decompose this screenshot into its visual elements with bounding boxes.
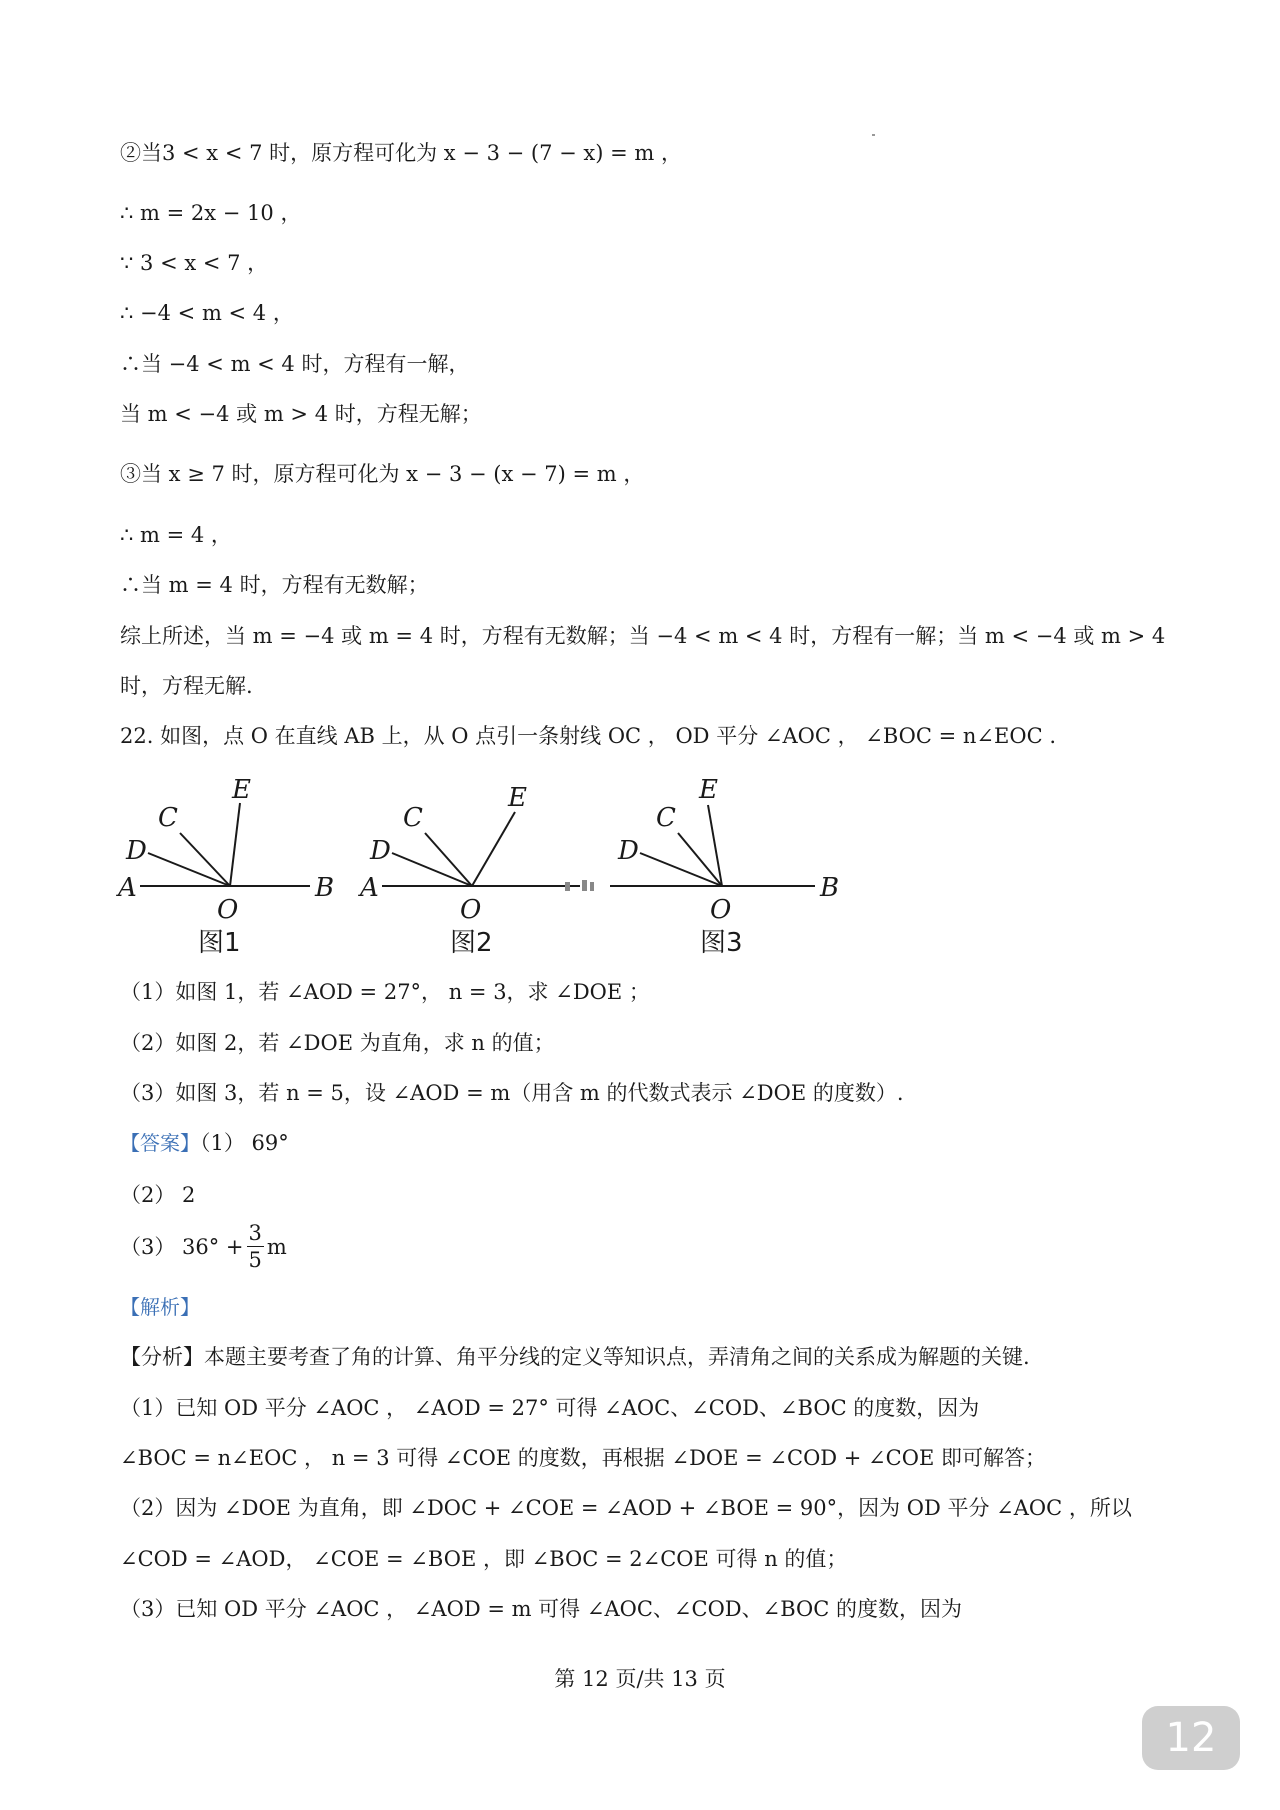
text-line: ②当3 < x < 7 时，原方程可化为 x − 3 − (7 − x) = m ， <box>120 141 682 165</box>
fig2-ray-oc <box>425 833 472 886</box>
fig3-label-d: D <box>618 836 639 866</box>
fig1-ray-oc <box>180 833 230 886</box>
fig2-label-d: D <box>370 836 391 866</box>
geometry-figures <box>110 765 870 980</box>
fig1-label-e: E <box>232 775 251 805</box>
fig3-label-b: B <box>820 873 840 903</box>
page-footer: 第 12 页/共 13 页 <box>554 1667 726 1691</box>
text-line: ∴ m = 4 ， <box>120 523 232 547</box>
fig1-ray-od <box>148 853 230 886</box>
fig1-label-d: D <box>126 836 147 866</box>
answer-3-fraction <box>247 1220 264 1273</box>
scan-mark <box>565 882 570 891</box>
fig2-label-e: E <box>508 783 527 813</box>
text-line: 综上所述，当 m = −4 或 m = 4 时，方程有无数解；当 −4 < m < 4 时，方程有一解；当 m < −4 或 m > 4 <box>120 624 1166 648</box>
fig2-ray-od <box>392 853 472 886</box>
fig1-caption: 图1 <box>198 928 241 958</box>
fig3-label-c: C <box>656 803 676 833</box>
text-line: ∵ 3 < x < 7 ， <box>120 251 269 275</box>
page-number-badge: 12 <box>1142 1706 1240 1770</box>
text-line: ∴ −4 < m < 4 ， <box>120 301 294 325</box>
fig1-label-b: B <box>315 873 335 903</box>
fig1-label-c: C <box>158 803 178 833</box>
scan-mark <box>582 880 587 891</box>
analysis-line: （2）因为 ∠DOE 为直角，即 ∠DOC + ∠COE = ∠AOD + ∠BOE = 90°，因为 OD 平分 ∠AOC ，所以 <box>120 1496 1132 1520</box>
text-line: ∴ m = 2x − 10 ， <box>120 201 302 225</box>
analysis-line: 【分析】本题主要考查了角的计算、角平分线的定义等知识点，弄清角之间的关系成为解题的关键. <box>120 1345 1030 1369</box>
fig2-label-a: A <box>360 873 379 903</box>
question-22-stem: 22. 如图，点 O 在直线 AB 上，从 O 点引一条射线 OC ， OD 平分 ∠AOC ， ∠BOC = n∠EOC . <box>120 724 1056 748</box>
analysis-line: ∠COD = ∠AOD， ∠COE = ∠BOE ，即 ∠BOC = 2∠COE 可得 n 的值； <box>120 1547 848 1571</box>
answer-tag: 【答案】 <box>120 1131 200 1155</box>
answer-line-1 <box>120 1128 289 1158</box>
answer-2: （2） 2 <box>120 1183 196 1207</box>
fig2-caption: 图2 <box>450 928 493 958</box>
analysis-line: ∠BOC = n∠EOC ， n = 3 可得 ∠COE 的度数，再根据 ∠DOE = ∠COD + ∠COE 即可解答； <box>120 1446 1046 1470</box>
text-line: 当 m < −4 或 m > 4 时，方程无解； <box>120 402 482 426</box>
fig3-caption: 图3 <box>700 928 743 958</box>
answer-3-prefix: （3） 36° + <box>120 1235 244 1259</box>
scan-mark <box>590 882 594 891</box>
fig2-ray-oe <box>472 812 515 886</box>
text-line: ∴当 −4 < m < 4 时，方程有一解， <box>120 352 470 376</box>
question-1: （1）如图 1，若 ∠AOD = 27°， n = 3，求 ∠DOE ； <box>120 980 650 1004</box>
text-line: ∴当 m = 4 时，方程有无数解； <box>120 573 429 597</box>
fraction-denominator: 5 <box>248 1248 262 1272</box>
fig2-label-o: O <box>460 895 482 925</box>
question-3: （3）如图 3，若 n = 5，设 ∠AOD = m（用含 m 的代数式表示 ∠DOE 的度数）. <box>120 1081 904 1105</box>
fig1-ray-oe <box>230 803 240 886</box>
analysis-tag: 【解析】 <box>120 1295 200 1319</box>
scan-speck <box>872 134 875 136</box>
fig3-label-o: O <box>710 895 732 925</box>
fig1-label-o: O <box>217 895 239 925</box>
fig2-label-c: C <box>403 803 423 833</box>
fraction-numerator: 3 <box>248 1221 262 1245</box>
text-line: 时，方程无解. <box>120 674 253 698</box>
analysis-line: （3）已知 OD 平分 ∠AOC ， ∠AOD = m 可得 ∠AOC、∠COD、∠BOC 的度数，因为 <box>120 1597 962 1621</box>
answer-line-3 <box>120 1222 287 1275</box>
analysis-line: （1）已知 OD 平分 ∠AOC ， ∠AOD = 27° 可得 ∠AOC、∠COD、∠BOC 的度数，因为 <box>120 1396 980 1420</box>
fig3-label-e: E <box>699 775 718 805</box>
answer-1: （1） 69° <box>200 1131 289 1155</box>
fig3-ray-oe <box>708 805 722 886</box>
fig3-ray-od <box>640 853 722 886</box>
fig1-label-a: A <box>118 873 137 903</box>
question-2: （2）如图 2，若 ∠DOE 为直角，求 n 的值； <box>120 1031 555 1055</box>
text-line: ③当 x ≥ 7 时，原方程可化为 x − 3 − (x − 7) = m ， <box>120 462 645 486</box>
answer-3-suffix: m <box>266 1235 287 1259</box>
